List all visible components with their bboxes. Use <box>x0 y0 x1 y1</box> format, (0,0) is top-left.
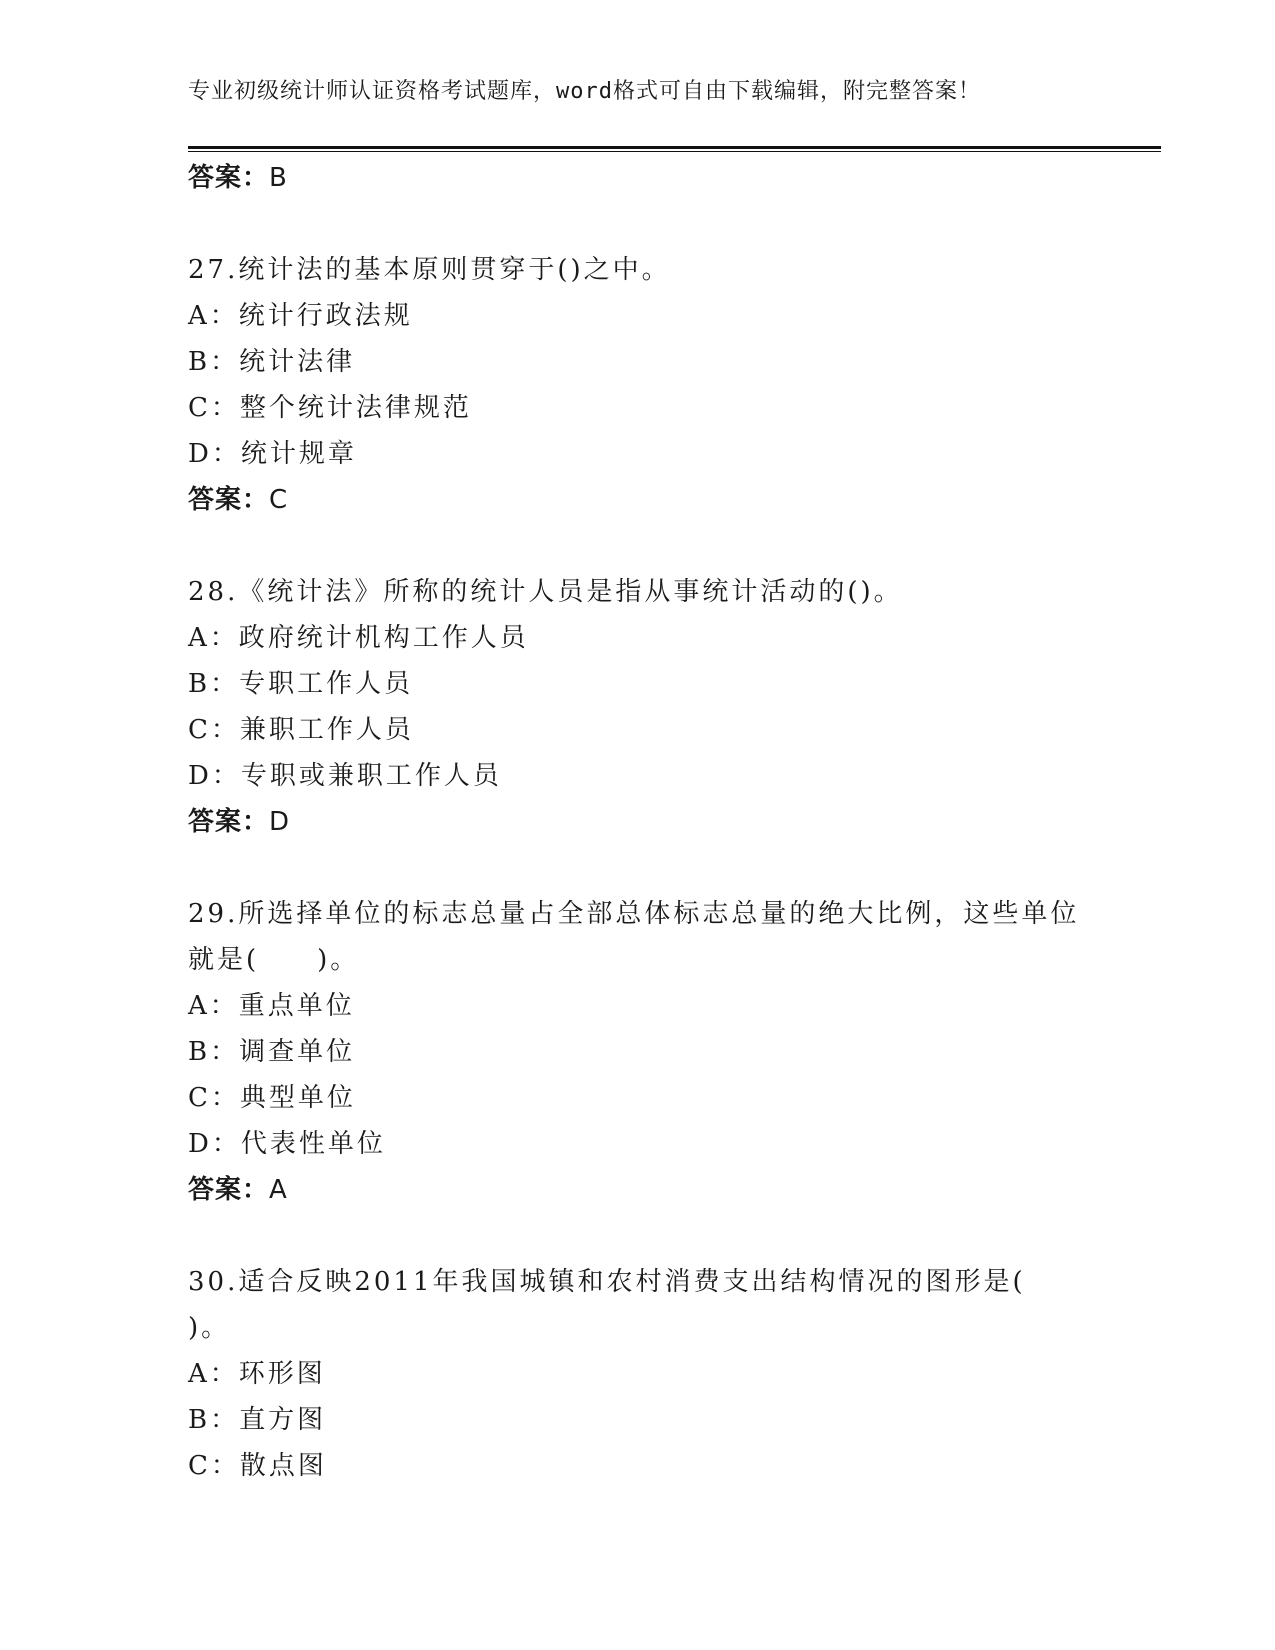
question-27 <box>188 247 1088 523</box>
answer-value: D <box>269 807 291 837</box>
header-rule-thin <box>188 151 1161 152</box>
question-stem: 30.适合反映2011年我国城镇和农村消费支出结构情况的图形是( <box>188 1267 1026 1297</box>
question-stem-continued: )。 <box>188 1313 231 1343</box>
document-body <box>188 155 1088 1489</box>
question-stem: 28.《统计法》所称的统计人员是指从事统计活动的()。 <box>188 577 903 607</box>
option-b: B：统计法律 <box>188 347 356 377</box>
spacer <box>188 845 1088 891</box>
option-a: A：政府统计机构工作人员 <box>188 623 529 653</box>
option-d: D：统计规章 <box>188 439 357 469</box>
answer-value: A <box>269 1175 288 1205</box>
option-d: D：专职或兼职工作人员 <box>188 761 502 791</box>
option-c: C：散点图 <box>188 1451 327 1481</box>
option-a: A：统计行政法规 <box>188 301 413 331</box>
answer-label: 答案： <box>188 807 270 837</box>
spacer <box>188 1213 1088 1259</box>
option-b: B：调查单位 <box>188 1037 356 1067</box>
question-29 <box>188 891 1088 1213</box>
question-stem: 29.所选择单位的标志总量占全部总体标志总量的绝大比例，这些单位 <box>188 899 1080 929</box>
option-c: C：兼职工作人员 <box>188 715 414 745</box>
option-b: B：直方图 <box>188 1405 327 1435</box>
option-c: C：典型单位 <box>188 1083 356 1113</box>
page-header: 专业初级统计师认证资格考试题库，word格式可自由下载编辑，附完整答案！ <box>188 79 981 104</box>
question-28 <box>188 569 1088 845</box>
question-answer <box>188 799 1088 845</box>
answer-label: 答案： <box>188 1175 270 1205</box>
answer-value: C <box>269 485 289 515</box>
spacer <box>188 201 1088 247</box>
previous-answer <box>188 155 1088 201</box>
question-answer <box>188 477 1088 523</box>
answer-label: 答案： <box>188 163 270 193</box>
option-a: A：环形图 <box>188 1359 326 1389</box>
question-answer <box>188 1167 1088 1213</box>
option-d: D：代表性单位 <box>188 1129 386 1159</box>
spacer <box>188 523 1088 569</box>
question-stem-continued: 就是( )。 <box>188 945 360 975</box>
answer-label: 答案： <box>188 485 270 515</box>
header-rule-thick <box>188 146 1161 149</box>
option-a: A：重点单位 <box>188 991 355 1021</box>
option-c: C：整个统计法律规范 <box>188 393 472 423</box>
question-stem: 27.统计法的基本原则贯穿于()之中。 <box>188 255 671 285</box>
answer-value: B <box>269 163 288 193</box>
question-30 <box>188 1259 1088 1489</box>
option-b: B：专职工作人员 <box>188 669 414 699</box>
